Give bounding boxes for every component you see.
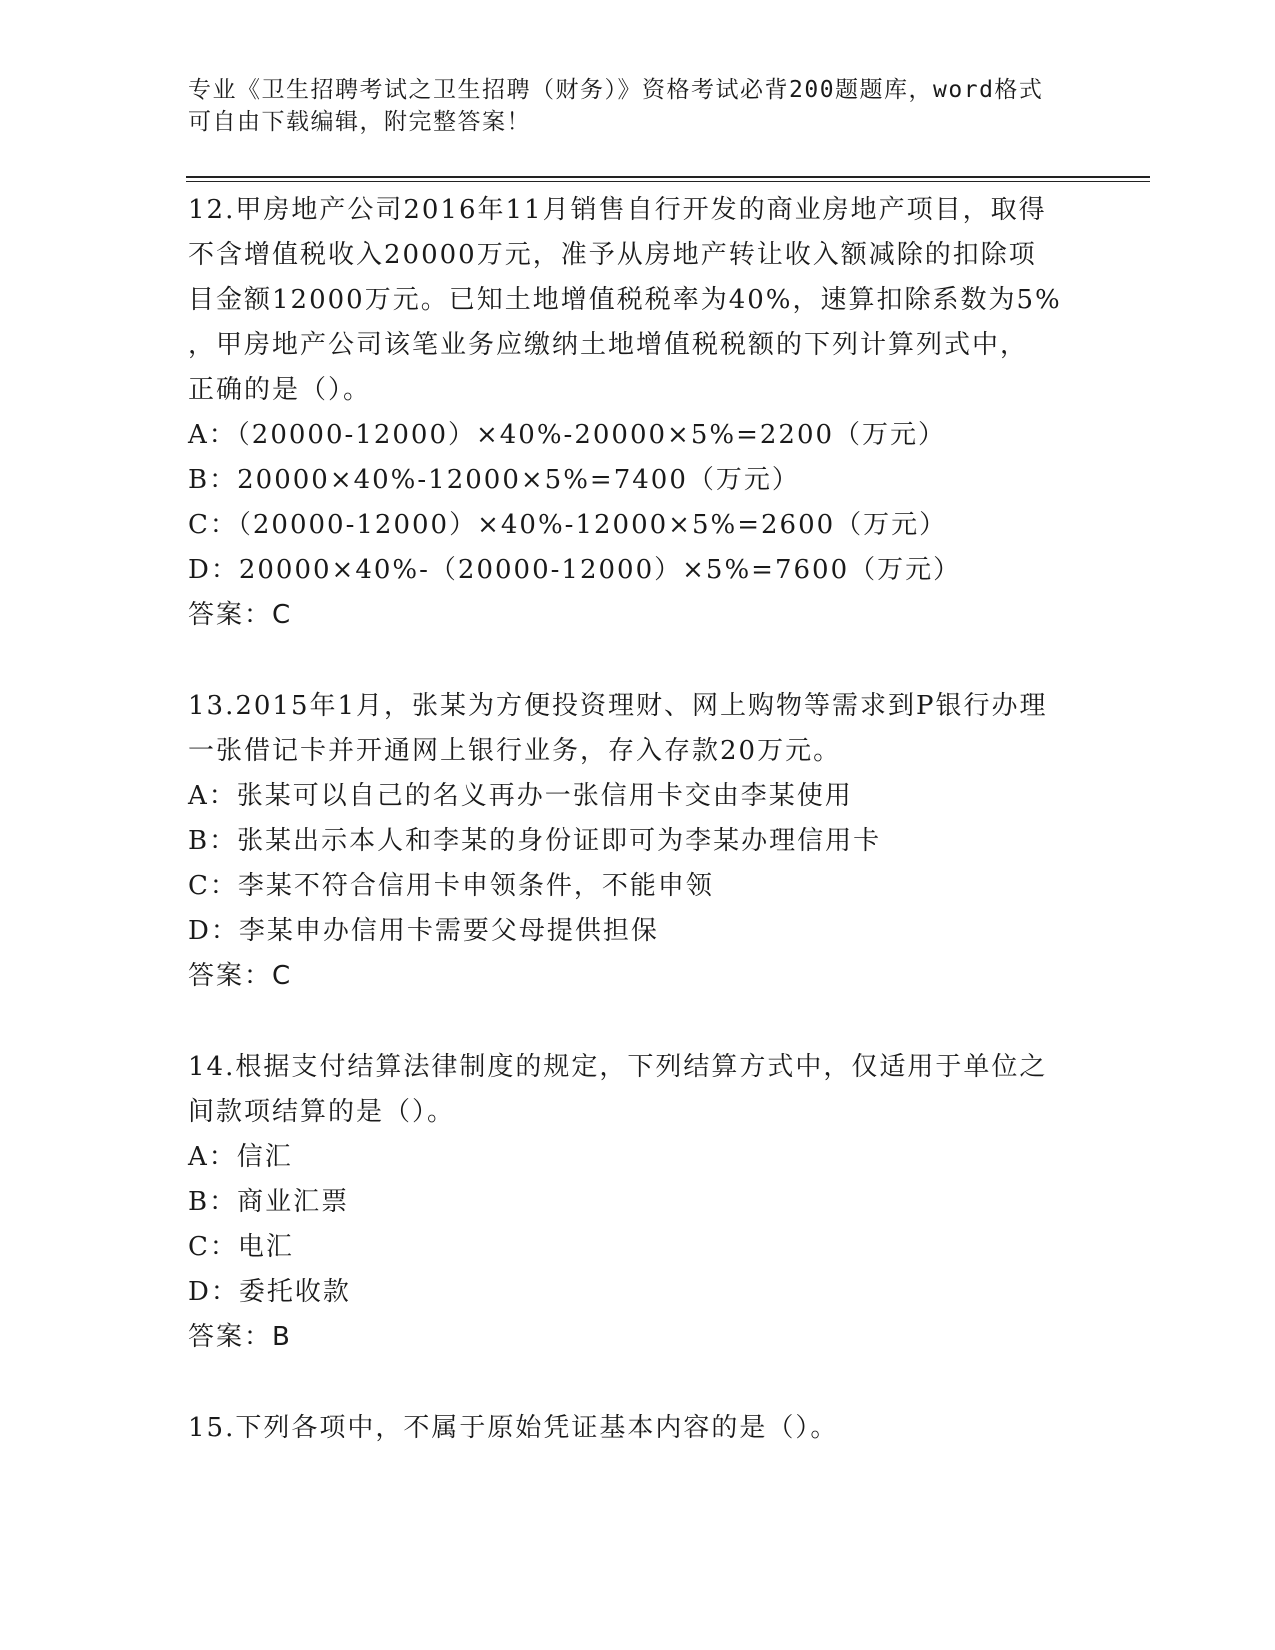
question-gap <box>188 638 1088 684</box>
question-13 <box>188 684 1088 999</box>
answer: 答案：B <box>188 1322 292 1352</box>
option-d: D：李某申办信用卡需要父母提供担保 <box>188 916 659 946</box>
header-line-2: 可自由下载编辑，附完整答案！ <box>188 109 531 135</box>
answer: 答案：C <box>188 600 293 630</box>
header-rule-thin <box>186 181 1150 182</box>
question-gap <box>188 1360 1088 1406</box>
option-c: C：（20000-12000）×40%-12000×5%=2600（万元） <box>188 510 948 540</box>
option-d: D：委托收款 <box>188 1277 351 1307</box>
question-stem-line: 12.甲房地产公司2016年11月销售自行开发的商业房地产项目，取得 <box>188 195 1047 225</box>
question-stem-line: 15.下列各项中，不属于原始凭证基本内容的是（）。 <box>188 1413 839 1443</box>
question-stem-line: 不含增值税收入20000万元，准予从房地产转让收入额减除的扣除项 <box>188 240 1037 270</box>
question-12 <box>188 188 1088 638</box>
option-c: C：李某不符合信用卡申领条件，不能申领 <box>188 871 714 901</box>
question-stem-line: 间款项结算的是（）。 <box>188 1097 456 1127</box>
option-c: C：电汇 <box>188 1232 294 1262</box>
question-stem-line: 目金额12000万元。已知土地增值税税率为40%，速算扣除系数为5% <box>188 285 1062 315</box>
question-14 <box>188 1045 1088 1360</box>
question-stem-line: ，甲房地产公司该笔业务应缴纳土地增值税税额的下列计算列式中， <box>188 330 1029 360</box>
option-b: B：20000×40%-12000×5%=7400（万元） <box>188 465 800 495</box>
option-a: A：张某可以自己的名义再办一张信用卡交由李某使用 <box>188 781 853 811</box>
question-15 <box>188 1406 1088 1451</box>
question-gap <box>188 999 1088 1045</box>
header-rule-thick <box>186 176 1150 178</box>
option-b: B：商业汇票 <box>188 1187 350 1217</box>
option-b: B：张某出示本人和李某的身份证即可为李某办理信用卡 <box>188 826 882 856</box>
option-d: D：20000×40%-（20000-12000）×5%=7600（万元） <box>188 555 962 585</box>
answer: 答案：C <box>188 961 293 991</box>
question-stem-line: 正确的是（）。 <box>188 375 372 405</box>
option-a: A：（20000-12000）×40%-20000×5%=2200（万元） <box>188 420 947 450</box>
question-stem-line: 13.2015年1月，张某为方便投资理财、网上购物等需求到P银行办理 <box>188 691 1048 721</box>
option-a: A：信汇 <box>188 1142 293 1172</box>
header-line-1: 专业《卫生招聘考试之卫生招聘（财务）》资格考试必背200题题库，word格式 <box>188 77 1044 103</box>
document-header <box>188 74 1068 138</box>
question-stem-line: 一张借记卡并开通网上银行业务，存入存款20万元。 <box>188 736 842 766</box>
question-list <box>188 188 1088 1451</box>
question-stem-line: 14.根据支付结算法律制度的规定，下列结算方式中，仅适用于单位之 <box>188 1052 1048 1082</box>
